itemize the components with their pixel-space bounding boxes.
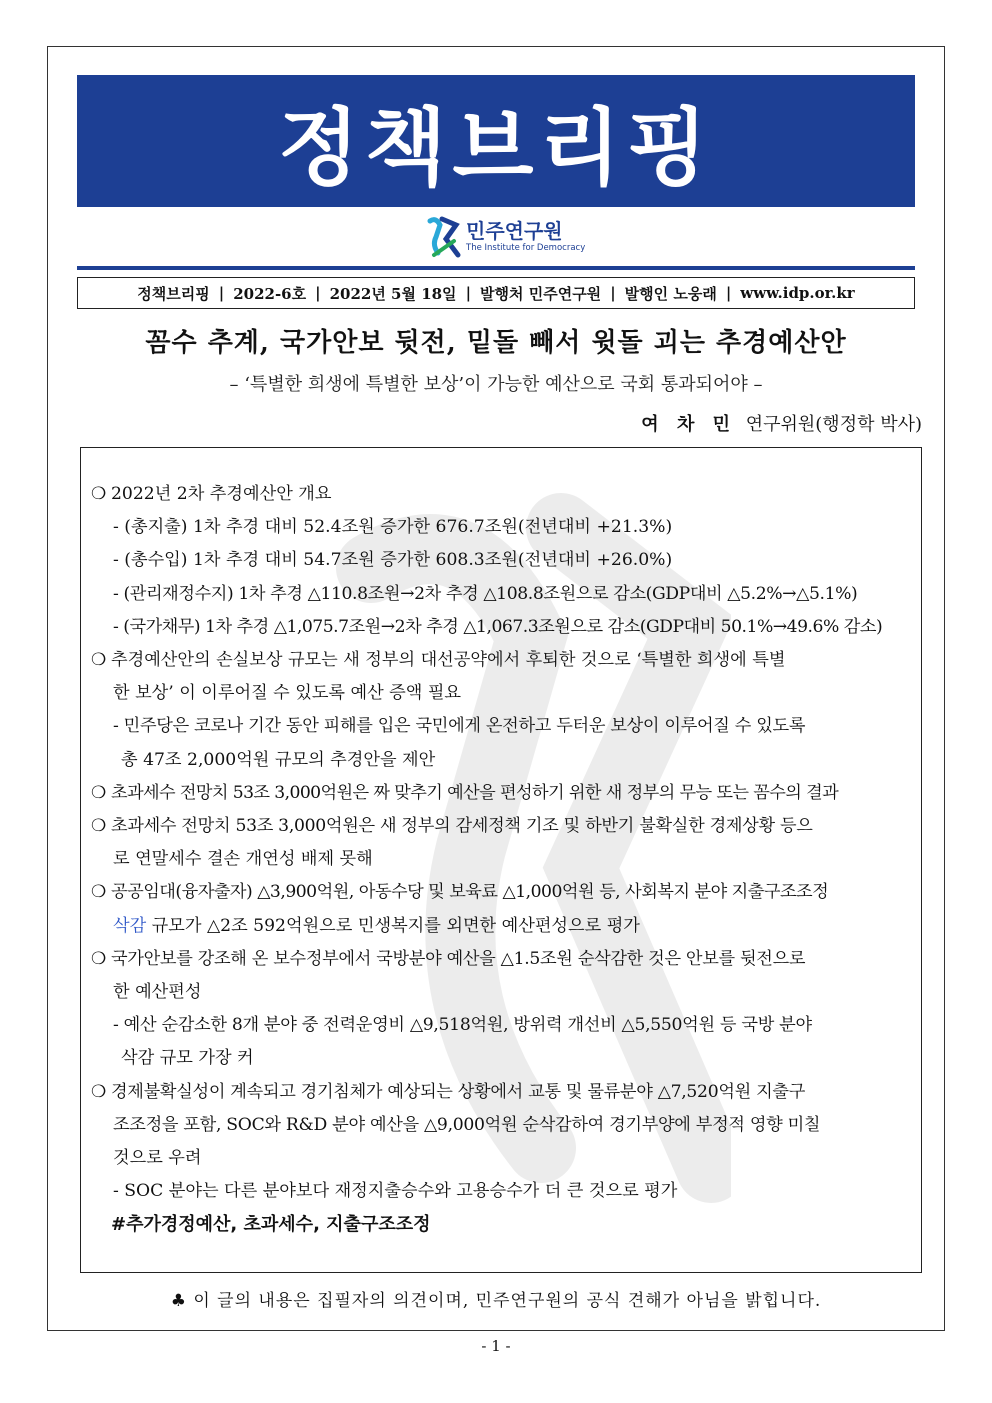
summary-line: - SOC 분야는 다른 분야보다 재정지출승수와 고용승수가 더 큰 것으로 평가 bbox=[113, 1181, 678, 1202]
summary-line: - (관리재정수지) 1차 추경 △110.8조원→2차 추경 △108.8조원으로 감소(GDP대비 △5.2%→△5.1%) bbox=[113, 583, 858, 604]
summary-line bbox=[91, 1076, 913, 1109]
page-number: - 1 - bbox=[481, 1337, 511, 1355]
summary-line bbox=[91, 777, 913, 810]
summary-line bbox=[91, 943, 913, 976]
banner bbox=[77, 75, 915, 207]
summary-line: 로 연말세수 결손 개연성 배제 못해 bbox=[113, 849, 373, 870]
summary-text: 추경예산안의 손실보상 규모는 새 정부의 대선공약에서 후퇴한 것으로 ‘특별한 희생에 특별 bbox=[111, 650, 786, 671]
summary-line: - (국가채무) 1차 추경 △1,075.7조원→2차 추경 △1,067.3조원으로 감소(GDP대비 50.1%→49.6% 감소) bbox=[113, 616, 883, 637]
summary-line: 한 보상’ 이 이루어질 수 있도록 예산 증액 필요 bbox=[113, 683, 462, 704]
summary-text: 국가안보를 강조해 온 보수정부에서 국방분야 예산을 △1.5조원 순삭감한 것은 안보를 뒷전으로 bbox=[111, 948, 806, 969]
headline: 꼼수 추계, 국가안보 뒷전, 밑돌 빼서 윗돌 괴는 추경예산안 bbox=[145, 328, 847, 358]
summary-line: 삭감 규모 가장 커 bbox=[121, 1048, 254, 1069]
summary-line: 조조정을 포함, SOC와 R&D 분야 예산을 △9,000억원 순삭감하여 경기부양에 부정적 영향 미칠 bbox=[113, 1114, 821, 1135]
summary-line: - 민주당은 코로나 기간 동안 피해를 입은 국민에게 온전하고 두터운 보상이 이루어질 수 있도록 bbox=[113, 716, 806, 737]
banner-title: 정책브리핑 bbox=[278, 98, 714, 197]
header-rule bbox=[77, 266, 915, 270]
highlighted-word: 삭감 bbox=[113, 915, 147, 936]
summary-line: 것으로 우려 bbox=[113, 1148, 202, 1169]
summary-text: 경제불확실성이 계속되고 경기침체가 예상되는 상황에서 교통 및 물류분야 △7,520억원 지출구 bbox=[111, 1081, 806, 1102]
logo bbox=[426, 214, 585, 260]
meta-separator: | bbox=[725, 284, 732, 302]
logo-mark-icon bbox=[426, 215, 462, 259]
meta-issuer: 발행인 노웅래 bbox=[624, 284, 717, 303]
summary-text: 규모가 △2조 592억원으로 민생복지를 외면한 예산편성으로 평가 bbox=[146, 915, 640, 936]
logo-subtitle: The Institute for Democracy bbox=[466, 243, 586, 253]
author-line bbox=[641, 410, 922, 436]
meta-publisher: 발행처 민주연구원 bbox=[480, 284, 602, 303]
meta-separator: | bbox=[465, 284, 472, 302]
logo-name: 민주연구원 bbox=[466, 219, 563, 243]
bullet-icon: ❍ bbox=[91, 882, 106, 903]
meta-date: 2022년 5월 18일 bbox=[329, 284, 457, 303]
bullet-icon: ❍ bbox=[91, 816, 107, 837]
summary-line bbox=[91, 644, 913, 677]
meta-separator: | bbox=[610, 284, 616, 302]
summary-text: 초과세수 전망치 53조 3,000억원은 짜 맞추기 예산을 편성하기 위한 새 정부의 무능 또는 꼼수의 결과 bbox=[111, 782, 839, 803]
summary-line: 총 47조 2,000억원 규모의 추경안을 제안 bbox=[121, 749, 436, 770]
author-name: 여 차 민 bbox=[641, 414, 736, 435]
subheadline: – ‘특별한 희생에 특별한 보상’이 가능한 예산으로 국회 통과되어야 – bbox=[229, 374, 763, 395]
summary-text: 2022년 2차 추경예산안 개요 bbox=[111, 484, 332, 504]
meta-separator: | bbox=[315, 284, 321, 302]
meta-series: 정책브리핑 bbox=[137, 284, 210, 303]
author-title: 연구위원(행정학 박사) bbox=[745, 414, 922, 435]
bullet-icon: ❍ bbox=[91, 1081, 107, 1102]
disclaimer: ♣ 이 글의 내용은 집필자의 의견이며, 민주연구원의 공식 견해가 아님을 밝힙니다. bbox=[170, 1291, 822, 1311]
bullet-icon: ❍ bbox=[91, 782, 106, 803]
summary-line bbox=[91, 478, 913, 511]
summary-line bbox=[91, 876, 913, 909]
meta-url[interactable]: www.idp.or.kr bbox=[740, 284, 855, 302]
summary-line bbox=[91, 810, 913, 843]
summary-content bbox=[91, 478, 913, 1242]
summary-line: 한 예산편성 bbox=[113, 982, 202, 1003]
bullet-icon: ❍ bbox=[91, 650, 107, 671]
summary-text: 공공임대(융자출자) △3,900억원, 아동수당 및 보육료 △1,000억원 등, 사회복지 분야 지출구조조정 bbox=[111, 882, 829, 903]
meta-issue: 2022-6호 bbox=[233, 284, 307, 303]
summary-box bbox=[80, 447, 922, 1273]
summary-text: 초과세수 전망치 53조 3,000억원은 새 정부의 감세정책 기조 및 하반기 불확실한 경제상황 등으 bbox=[111, 816, 813, 837]
keywords: #추가경정예산, 초과세수, 지출구조조정 bbox=[111, 1214, 431, 1236]
meta-separator: | bbox=[218, 284, 225, 302]
bullet-icon: ❍ bbox=[91, 484, 107, 504]
meta-bar bbox=[77, 277, 915, 309]
summary-line bbox=[91, 910, 913, 943]
bullet-icon: ❍ bbox=[91, 948, 107, 969]
summary-line: - 예산 순감소한 8개 분야 중 전력운영비 △9,518억원, 방위력 개선비 △5,550억원 등 국방 분야 bbox=[113, 1015, 812, 1036]
summary-line: - (총수입) 1차 추경 대비 54.7조원 증가한 608.3조원(전년대비 +26.0%) bbox=[113, 550, 673, 571]
summary-line: - (총지출) 1차 추경 대비 52.4조원 증가한 676.7조원(전년대비 +21.3%) bbox=[113, 517, 673, 538]
